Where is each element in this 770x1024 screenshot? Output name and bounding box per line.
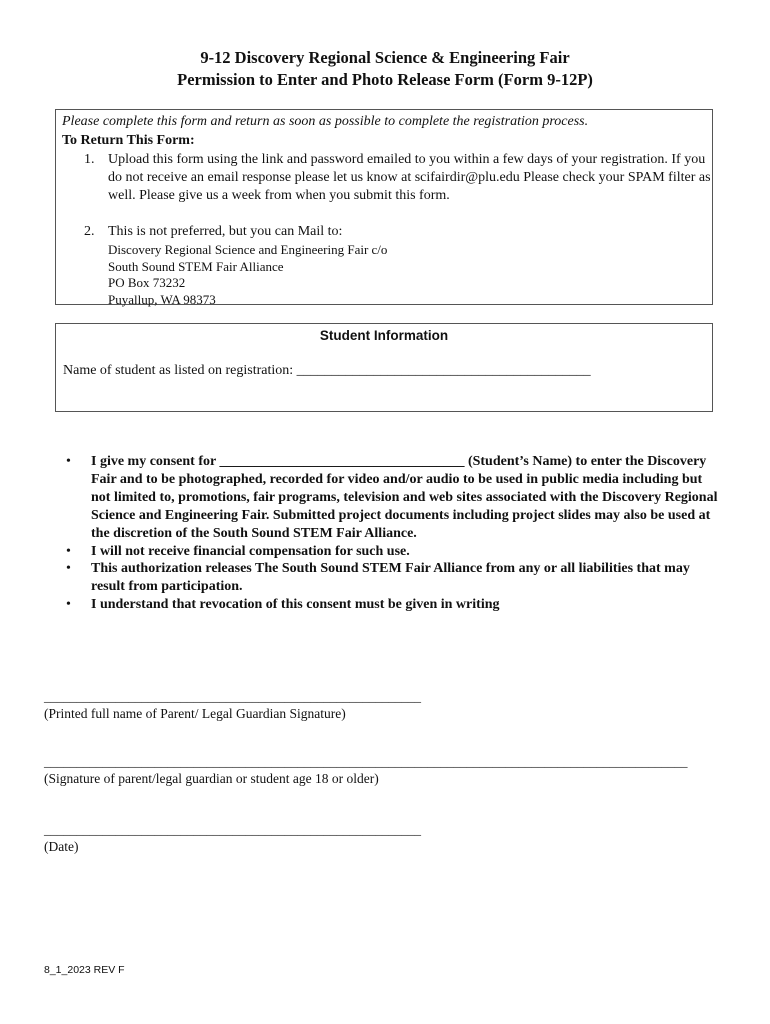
address-line: South Sound STEM Fair Alliance [108,258,284,274]
item-number: 2. [84,224,95,239]
student-info-heading: Student Information [319,328,449,343]
date-caption: (Date) [44,839,79,854]
address-line: PO Box 73232 [108,275,186,290]
bullet-icon: • [66,561,71,577]
signature-line[interactable]: ___________________________________________________________________________________________________ [44,754,688,769]
intro-text: Please complete this form and return as soon as possible to complete the registration process. [62,114,589,129]
signature-caption: (Signature of parent/legal guardian or student age 18 or older) [44,771,379,786]
item-text: This is not preferred, but you can Mail to: [108,224,343,239]
parent-name-caption: (Printed full name of Parent/ Legal Guardian Signature) [44,706,346,721]
consent-item [64,560,724,596]
instruction-item-upload [84,151,714,205]
return-title: To Return This Form: [62,133,195,148]
student-information-box [55,323,713,412]
return-instructions-box [55,109,713,305]
consent-item [64,596,724,614]
mailing-address [108,242,684,308]
instruction-item-mail [84,223,684,308]
consent-text: This authorization releases The South Sound STEM Fair Alliance from any or all liabilities that may result from participation. [91,561,690,595]
consent-item [64,543,724,561]
date-line[interactable]: __________________________________________________________ [44,822,421,837]
address-line: Puyallup, WA 98373 [108,291,216,307]
consent-text: I will not receive financial compensation for such use. [91,543,410,559]
bullet-icon: • [66,543,71,559]
consent-text: I give my consent for ___________________________________ (Student’s Name) to enter the Discovery Fair and to be photographed, recorded for video and/or audio to be used in public media including but not limited to, promotions, fair programs, television and web sites associated with the Discovery Regional Science and Engineering Fair. Submitted project documents including project slides may also be used at the discretion of the South Sound STEM Fair Alliance. [91,454,718,541]
item-text: Upload this form using the link and password emailed to you within a few days of your registration. If you do not receive an email response please let us know at scifairdir@plu.edu Please check your SPAM filter as well. Please give us a week from when you submit this form. [108,152,711,203]
form-subtitle: Permission to Enter and Photo Release Form (Form 9-12P) [177,70,593,89]
form-title: 9-12 Discovery Regional Science & Engineering Fair [200,48,570,67]
revision-label: 8_1_2023 REV F [44,964,125,976]
consent-item [64,453,724,543]
address-line: Discovery Regional Science and Engineering Fair c/o [108,242,388,257]
consent-list [64,453,724,614]
item-number: 1. [84,152,95,167]
parent-name-line[interactable]: __________________________________________________________ [44,689,421,704]
bullet-icon: • [66,454,71,469]
student-name-field[interactable]: Name of student as listed on registration: __________________________________________ [63,363,591,378]
consent-text: I understand that revocation of this consent must be given in writing [91,597,500,613]
bullet-icon: • [66,597,71,613]
